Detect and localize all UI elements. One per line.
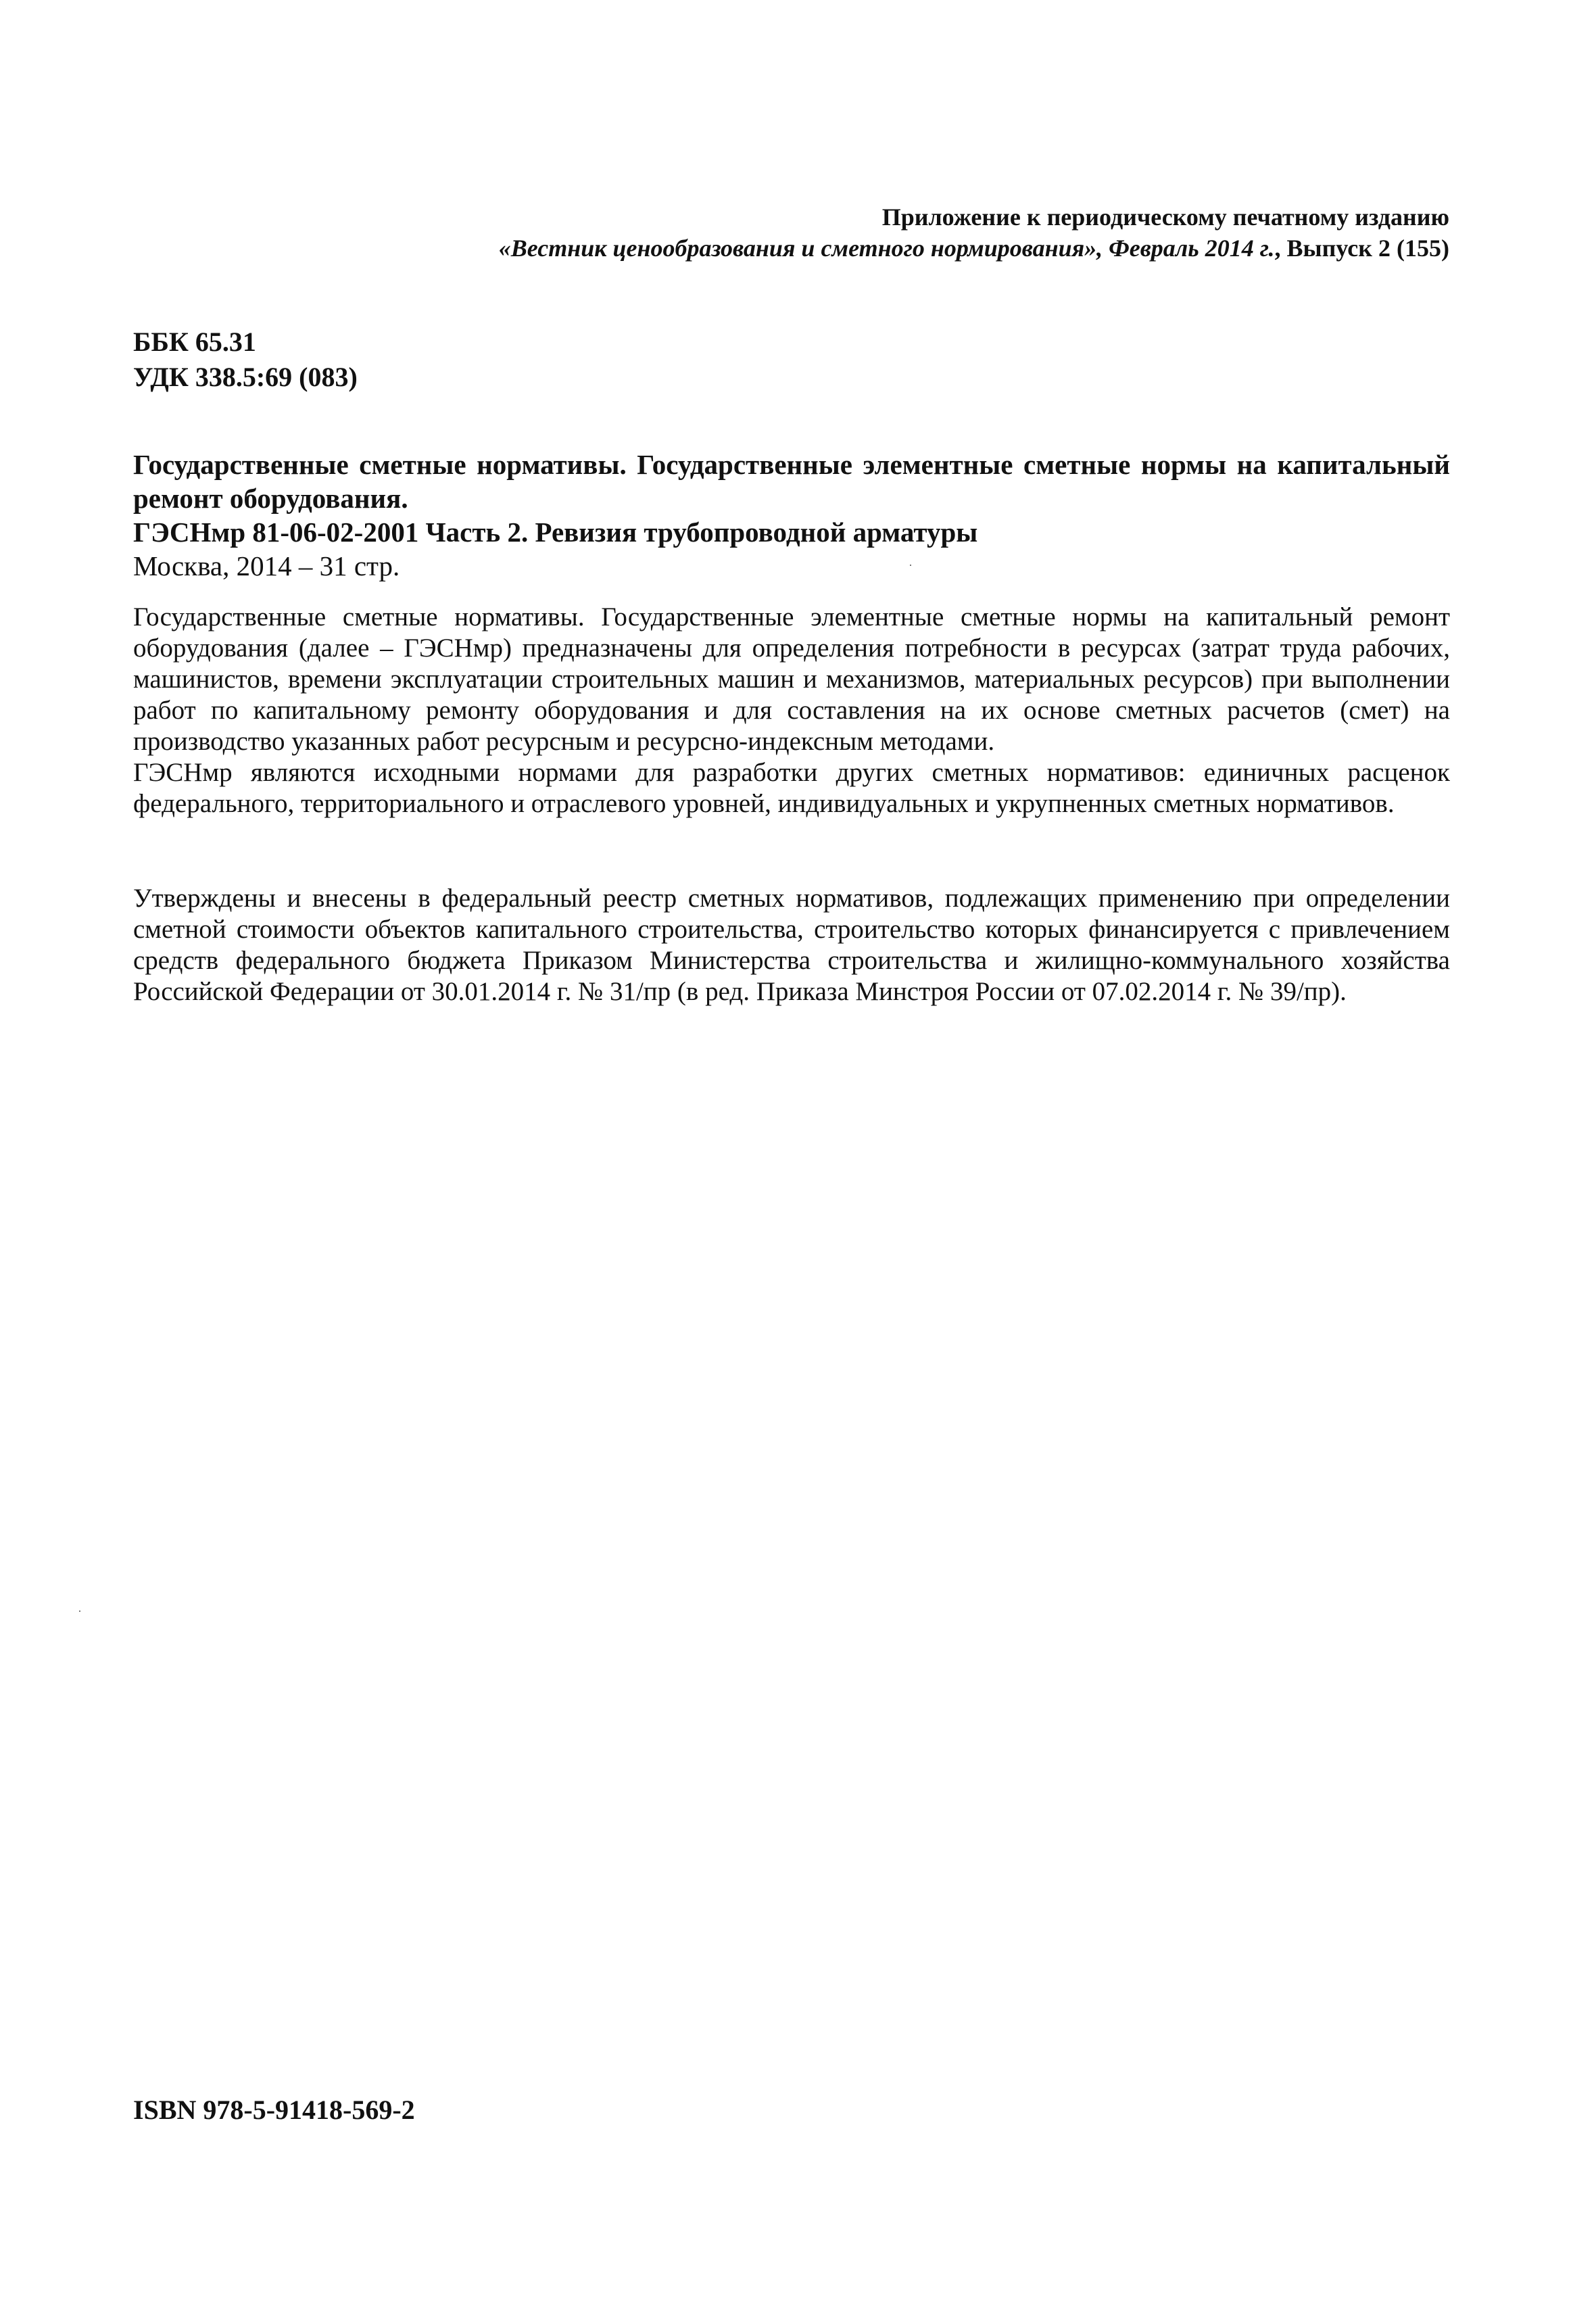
bbk-code: ББК 65.31 [133, 327, 256, 357]
publication-header [499, 201, 1449, 264]
city-year-pages: Москва, 2014 – 31 стр. [133, 550, 400, 581]
approval-paragraph: Утверждены и внесены в федеральный реестр сметных нормативов, подлежащих применению при определении сметной стоимости объектов капитального строительства, строительство которых финансируется с привлечением средств федерального бюджета Приказом Министерства строительства и жилищно-коммунального хозяйства Российской Федерации от 30.01.2014 г. № 31/пр (в ред. Приказа Минстроя России от 07.02.2014 г. № 39/пр). [133, 884, 1450, 1006]
description-block [133, 602, 1450, 819]
scan-speck [910, 565, 911, 566]
header-journal-name: «Вестник ценообразования и сметного нормирования», Февраль 2014 г. [498, 235, 1275, 262]
document-titles [133, 448, 1450, 583]
header-issue: , Выпуск 2 (155) [1274, 235, 1449, 262]
classification-codes [133, 325, 358, 395]
udk-code: УДК 338.5:69 (083) [133, 362, 358, 392]
description-paragraph-2: ГЭСНмр являются исходными нормами для разработки других сметных нормативов: единичных расценок федерального, территориального и отраслевого уровней, индивидуальных и укрупненных сметных нормативов. [133, 758, 1450, 818]
isbn: ISBN 978-5-91418-569-2 [133, 2095, 415, 2125]
description-paragraph-1: Государственные сметные нормативы. Государственные элементные сметные нормы на капитальный ремонт оборудования (далее – ГЭСНмр) предназначены для определения потребности в ресурсах (затрат труда рабочих, машинистов, времени эксплуатации строительных машин и механизмов, материальных ресурсов) при выполнении работ по капитальному ремонту оборудования и для составления на их основе сметных расчетов (смет) на производство указанных работ ресурсным и ресурсно-индексным методами. [133, 602, 1450, 756]
main-title: Государственные сметные нормативы. Государственные элементные сметные нормы на капитальный ремонт оборудования. [133, 449, 1450, 514]
header-line-2 [499, 233, 1449, 264]
sub-title: ГЭСНмр 81-06-02-2001 Часть 2. Ревизия трубопроводной арматуры [133, 517, 978, 548]
scan-speck [79, 1610, 80, 1612]
header-line-1: Приложение к периодическому печатному изданию [881, 204, 1449, 231]
